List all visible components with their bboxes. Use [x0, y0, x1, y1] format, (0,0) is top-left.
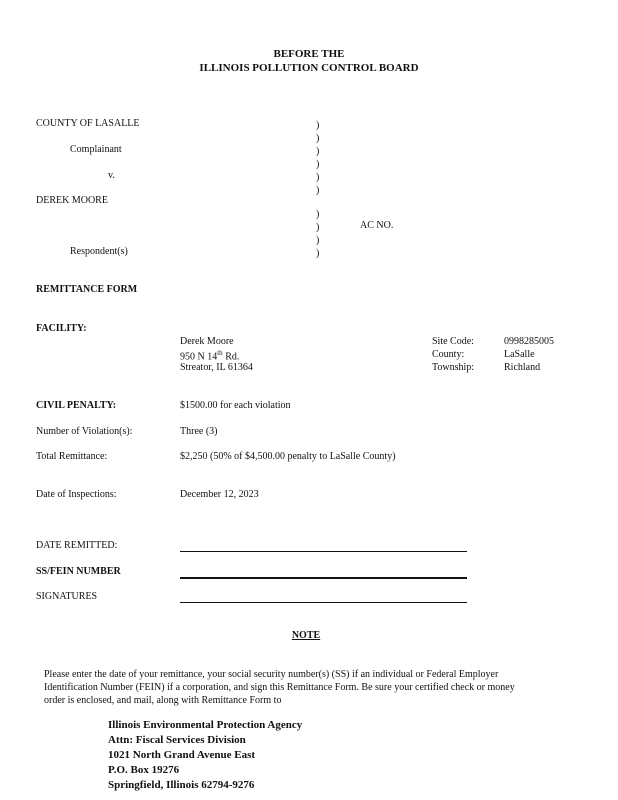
total-remittance-value: $2,250 (50% of $4,500.00 penalty to LaSalle County)	[180, 451, 396, 462]
note-heading: NOTE	[291, 630, 321, 641]
respondent-name: DEREK MOORE	[36, 195, 108, 206]
mail-to-division: Attn: Fiscal Services Division	[108, 734, 246, 746]
board-header-line2: ILLINOIS POLLUTION CONTROL BOARD	[199, 62, 419, 74]
address-ordinal-suffix: th	[217, 349, 223, 357]
note-line2: Identification Number (FEIN) if a corporation, and sign this Remittance Form. Be sure your certified check or money	[44, 682, 515, 693]
address-street-suffix: Rd.	[222, 351, 240, 363]
caption-paren: )	[316, 172, 320, 183]
address-street-number: 950 N 14	[180, 351, 218, 363]
violations-value: Three (3)	[180, 426, 218, 437]
signatures-label: SIGNATURES	[36, 591, 98, 602]
caption-paren: )	[316, 120, 320, 131]
civil-penalty-value: $1500.00 for each violation	[180, 400, 291, 411]
respondent-label: Respondent(s)	[70, 246, 128, 257]
ssfein-label: SS/FEIN NUMBER	[36, 566, 121, 577]
versus-text: v.	[108, 170, 115, 181]
note-line3: order is enclosed, and mail, along with Remittance Form to	[44, 695, 282, 706]
total-remittance-label: Total Remittance:	[36, 451, 108, 462]
date-remitted-line[interactable]	[180, 551, 467, 552]
note-line1: Please enter the date of your remittance, your social security number(s) (SS) if an individual or Federal Employer	[44, 669, 499, 680]
caption-paren: )	[316, 209, 320, 220]
board-header-line1: BEFORE THE	[273, 48, 345, 60]
ssfein-line[interactable]	[180, 577, 467, 579]
remittance-form-title: REMITTANCE FORM	[36, 284, 138, 295]
inspection-date-value: December 12, 2023	[180, 489, 259, 500]
inspection-date-label: Date of Inspections:	[36, 489, 117, 500]
violations-label: Number of Violation(s):	[36, 426, 133, 437]
facility-name: Derek Moore	[180, 336, 234, 347]
date-remitted-label: DATE REMITTED:	[36, 540, 118, 551]
caption-paren: )	[316, 222, 320, 233]
mail-to-city: Springfield, Illinois 62794-9276	[108, 779, 255, 791]
county-value: LaSalle	[504, 349, 535, 360]
mail-to-po-box: P.O. Box 19276	[108, 764, 180, 776]
caption-paren: )	[316, 235, 320, 246]
civil-penalty-label: CIVIL PENALTY:	[36, 400, 117, 411]
caption-paren: )	[316, 146, 320, 157]
complainant-label: Complainant	[70, 144, 122, 155]
ac-number-label: AC NO.	[360, 220, 394, 231]
facility-address-line2: Streator, IL 61364	[180, 362, 253, 373]
signatures-line[interactable]	[180, 602, 467, 603]
township-label: Township:	[432, 362, 475, 373]
facility-label: FACILITY:	[36, 323, 87, 334]
caption-paren: )	[316, 159, 320, 170]
county-label: County:	[432, 349, 465, 360]
complainant-name: COUNTY OF LASALLE	[36, 118, 140, 129]
caption-paren: )	[316, 185, 320, 196]
township-value: Richland	[504, 362, 541, 373]
caption-paren: )	[316, 133, 320, 144]
site-code-value: 0998285005	[504, 336, 554, 347]
mail-to-street: 1021 North Grand Avenue East	[108, 749, 256, 761]
facility-address-line1	[180, 349, 239, 362]
site-code-label: Site Code:	[432, 336, 474, 347]
mail-to-agency: Illinois Environmental Protection Agency	[108, 719, 303, 731]
caption-paren: )	[316, 248, 320, 259]
